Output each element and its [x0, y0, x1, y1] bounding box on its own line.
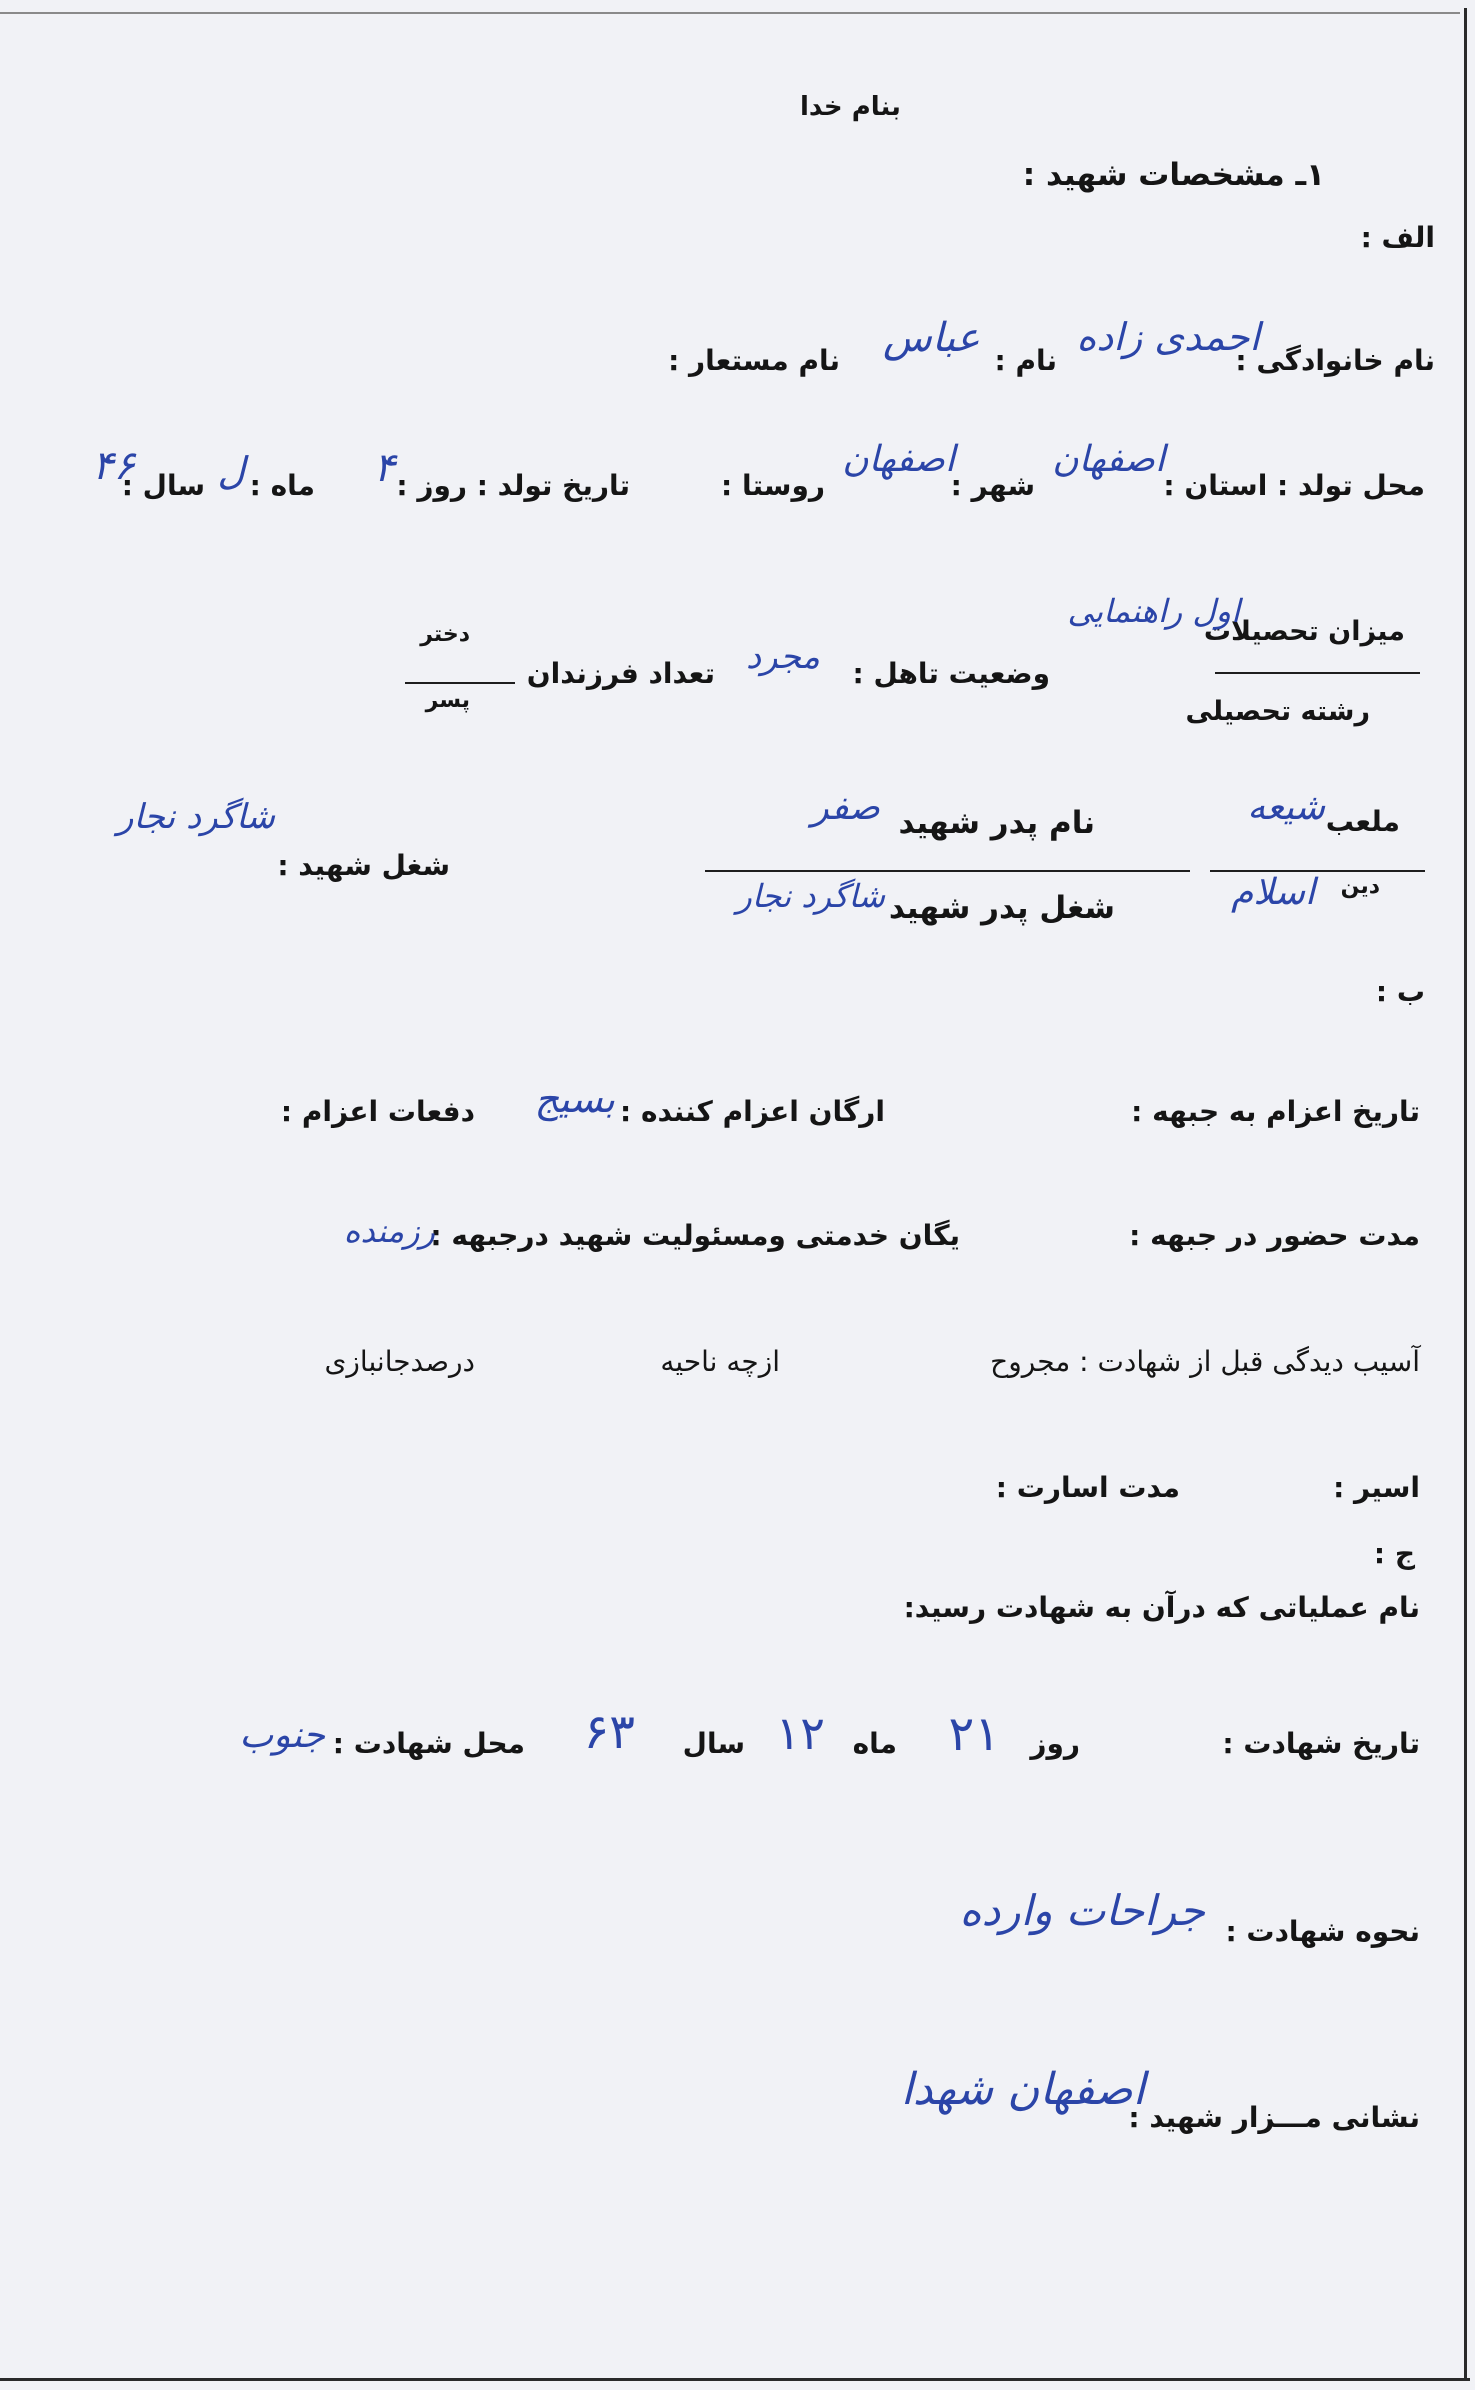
martyr-job-value: شاگرد نجار: [117, 797, 275, 837]
deployment-count-label: دفعات اعزام :: [280, 1095, 475, 1128]
deployment-org-label: ارگان اعزام کننده :: [620, 1095, 885, 1128]
part-a-label: الف :: [1360, 221, 1435, 254]
city-label: شهر :: [950, 469, 1035, 502]
martyrdom-year-label: سال: [682, 1727, 745, 1760]
father-name-label: نام پدر شهید: [898, 805, 1095, 841]
unit-label: یگان خدمتی ومسئولیت شهید درجبهه :: [430, 1219, 960, 1252]
marital-value: مجرد: [745, 637, 820, 677]
martyrdom-month-value: ۱۲: [775, 1706, 825, 1760]
martyrdom-manner-label: نحوه شهادت :: [1225, 1915, 1420, 1948]
deployment-org-value: بسیج: [534, 1077, 615, 1121]
education-field-label: رشته تحصیلی: [1185, 696, 1370, 727]
father-divider: [705, 870, 1190, 872]
page-border-bottom: [0, 2378, 1470, 2381]
section-title: ۱ـ مشخصات شهید :: [1022, 157, 1325, 193]
education-level-label: میزان تحصیلات: [1203, 616, 1405, 647]
father-job-label: شغل پدر شهید: [888, 890, 1115, 926]
name-value: عباس: [883, 315, 980, 361]
birth-year-label: سال :: [121, 469, 205, 502]
name-label: نام :: [994, 344, 1057, 377]
header-title: بنام خدا: [800, 92, 901, 122]
children-divider: [405, 682, 515, 684]
deployment-date-label: تاریخ اعزام به جبهه :: [1131, 1095, 1420, 1128]
birth-month-label: ماه :: [249, 469, 315, 502]
page-border-right: [1464, 8, 1467, 2378]
martyrdom-day-value: ۲۱: [948, 1706, 1000, 1762]
martyrdom-place-value: جنوب: [239, 1715, 325, 1756]
martyrdom-month-label: ماه: [852, 1727, 897, 1760]
alias-label: نام مستعار :: [668, 344, 840, 377]
part-c-label: ج :: [1373, 1537, 1415, 1570]
martyrdom-manner-value: جراحات وارده: [959, 1886, 1205, 1935]
martyrdom-place-label: محل شهادت :: [332, 1727, 525, 1760]
page-border-top: [0, 12, 1460, 14]
grave-value: اصفهان شهدا: [900, 2064, 1145, 2115]
captivity-label: مدت اسارت :: [995, 1471, 1180, 1504]
province-value: اصفهان: [1052, 439, 1165, 480]
family-name-value: احمدی زاده: [1076, 315, 1260, 359]
operation-label: نام عملیاتی که درآن به شهادت رسید:: [903, 1591, 1420, 1624]
disability-label: درصدجانبازی: [324, 1345, 475, 1378]
family-name-label: نام خانوادگی :: [1235, 344, 1435, 377]
captive-label: اسیر :: [1333, 1471, 1420, 1504]
duration-label: مدت حضور در جبهه :: [1129, 1219, 1420, 1252]
grave-label: نشانی مـــزار شهید :: [1128, 2101, 1420, 2134]
education-divider: [1215, 672, 1420, 674]
father-job-value: شاگرد نجار: [736, 877, 885, 915]
city-value: اصفهان: [842, 439, 955, 480]
martyr-job-label: شغل شهید :: [277, 849, 450, 882]
religion-value: اسلام: [1231, 872, 1315, 913]
martyrdom-year-value: ۶۳: [583, 1704, 635, 1760]
birth-day-value: ۴: [373, 445, 395, 491]
martyrdom-date-label: تاریخ شهادت :: [1222, 1727, 1420, 1760]
birth-date-label: تاریخ تولد : روز :: [396, 469, 630, 502]
sect-value: شیعه: [1247, 787, 1325, 828]
son-label: پسر: [425, 688, 470, 713]
birth-place-label: محل تولد : استان :: [1163, 469, 1425, 502]
religion-label: دین: [1340, 874, 1380, 899]
injury-area-label: ازچه ناحیه: [660, 1345, 780, 1378]
part-b-label: ب :: [1375, 975, 1425, 1008]
father-name-value: صفر: [811, 787, 880, 828]
children-label: تعداد فرزندان: [526, 657, 715, 690]
martyrdom-day-label: روز: [1030, 1727, 1080, 1760]
daughter-label: دختر: [420, 622, 470, 647]
village-label: روستا :: [721, 469, 825, 502]
birth-year-value: ۴۶: [92, 443, 135, 489]
unit-value: رزمنده: [343, 1212, 435, 1250]
birth-month-value: ل: [217, 449, 245, 493]
marital-label: وضعیت تاهل :: [852, 657, 1050, 690]
education-level-value: اول راهنمایی: [1067, 592, 1240, 630]
injury-label: آسیب دیدگی قبل از شهادت : مجروح: [990, 1345, 1420, 1378]
sect-label: ملعب: [1325, 805, 1400, 838]
